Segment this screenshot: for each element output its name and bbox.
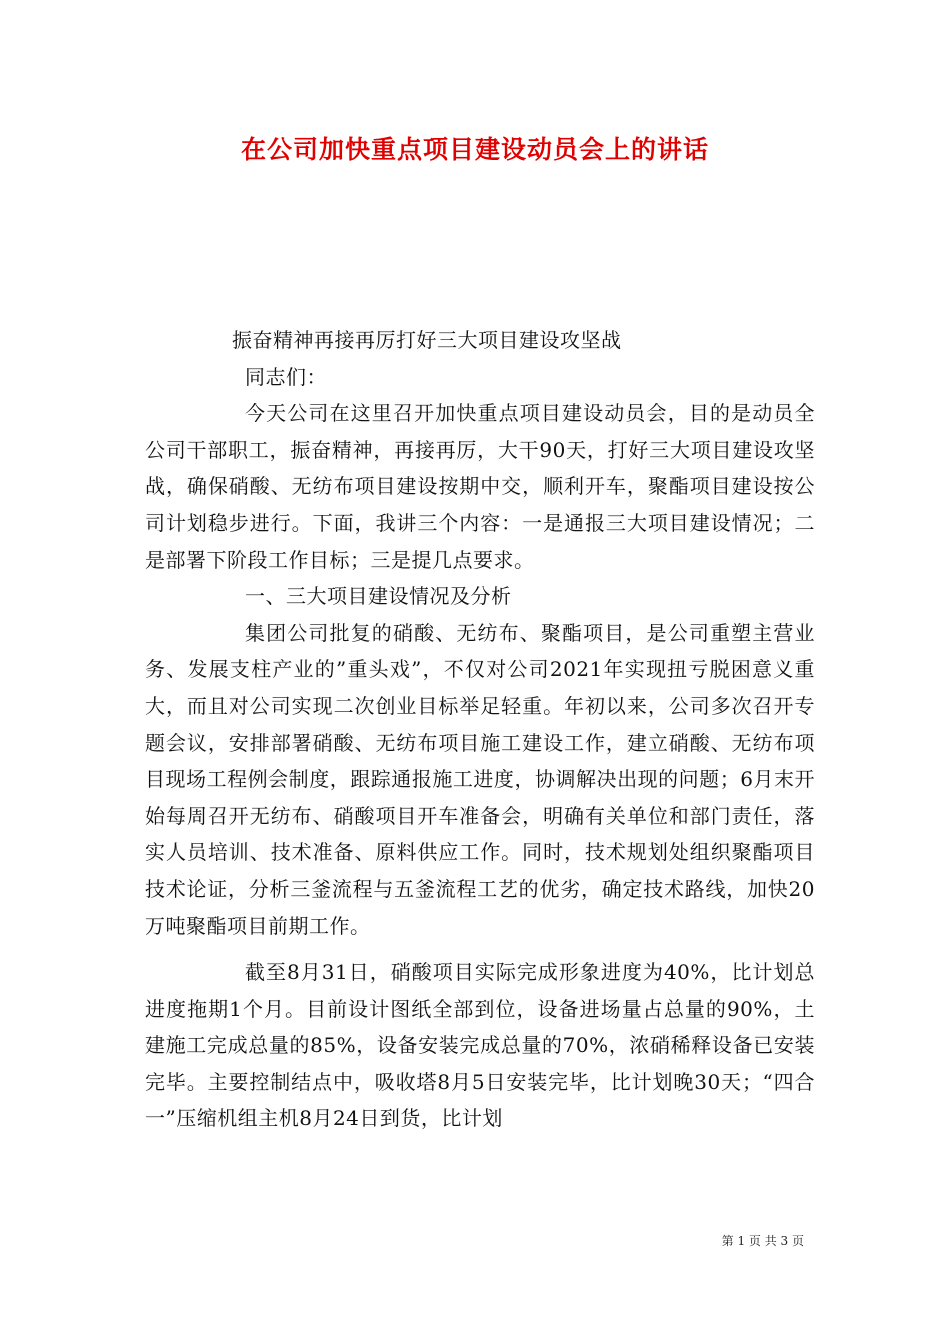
greeting: 同志们： [245,364,327,389]
document-title: 在公司加快重点项目建设动员会上的讲话 [240,135,709,164]
paragraph-intro: 今天公司在这里召开加快重点项目建设动员会，目的是动员全公司干部职工，振奋精神，再接再厉，大干90天，打好三大项目建设攻坚战，确保硝酸、无纺布项目建设按期中交，顺利开车，聚酯项目建设按公司计划稳步进行。下面，我讲三个内容：一是通报三大项目建设情况；二是部署下阶段工作目标；三是提几点要求。 [145,401,815,572]
paragraph-background: 集团公司批复的硝酸、无纺布、聚酯项目，是公司重塑主营业务、发展支柱产业的”重头戏”，不仅对公司2021年实现扭亏脱困意义重大，而且对公司实现二次创业目标举足轻重。年初以来，公司多次召开专题会议，安排部署硝酸、无纺布项目施工建设工作，建立硝酸、无纺布项目现场工程例会制度，跟踪通报施工进度，协调解决出现的问题；6月末开始每周召开无纺布、硝酸项目开车准备会，明确有关单位和部门责任，落实人员培训、技术准备、原料供应工作。同时，技术规划处组织聚酯项目技术论证，分析三釜流程与五釜流程工艺的优劣，确定技术路线，加快20万吨聚酯项目前期工作。 [145,620,815,938]
document-subtitle: 振奋精神再接再厉打好三大项目建设攻坚战 [232,328,622,352]
document-body [145,322,815,1137]
page-number: 第 1 页 共 3 页 [721,1234,804,1248]
paragraph-progress: 截至8月31日，硝酸项目实际完成形象进度为40%，比计划总进度拖期1个月。目前设计图纸全部到位，设备进场量占总量的90%，土建施工完成总量的85%，设备安装完成总量的70%，浓硝稀释设备已安装完毕。主要控制结点中，吸收塔8月5日安装完毕，比计划晚30天；“四合一”压缩机组主机8月24日到货，比计划 [145,960,815,1131]
section-heading: 一、三大项目建设情况及分析 [245,584,512,609]
